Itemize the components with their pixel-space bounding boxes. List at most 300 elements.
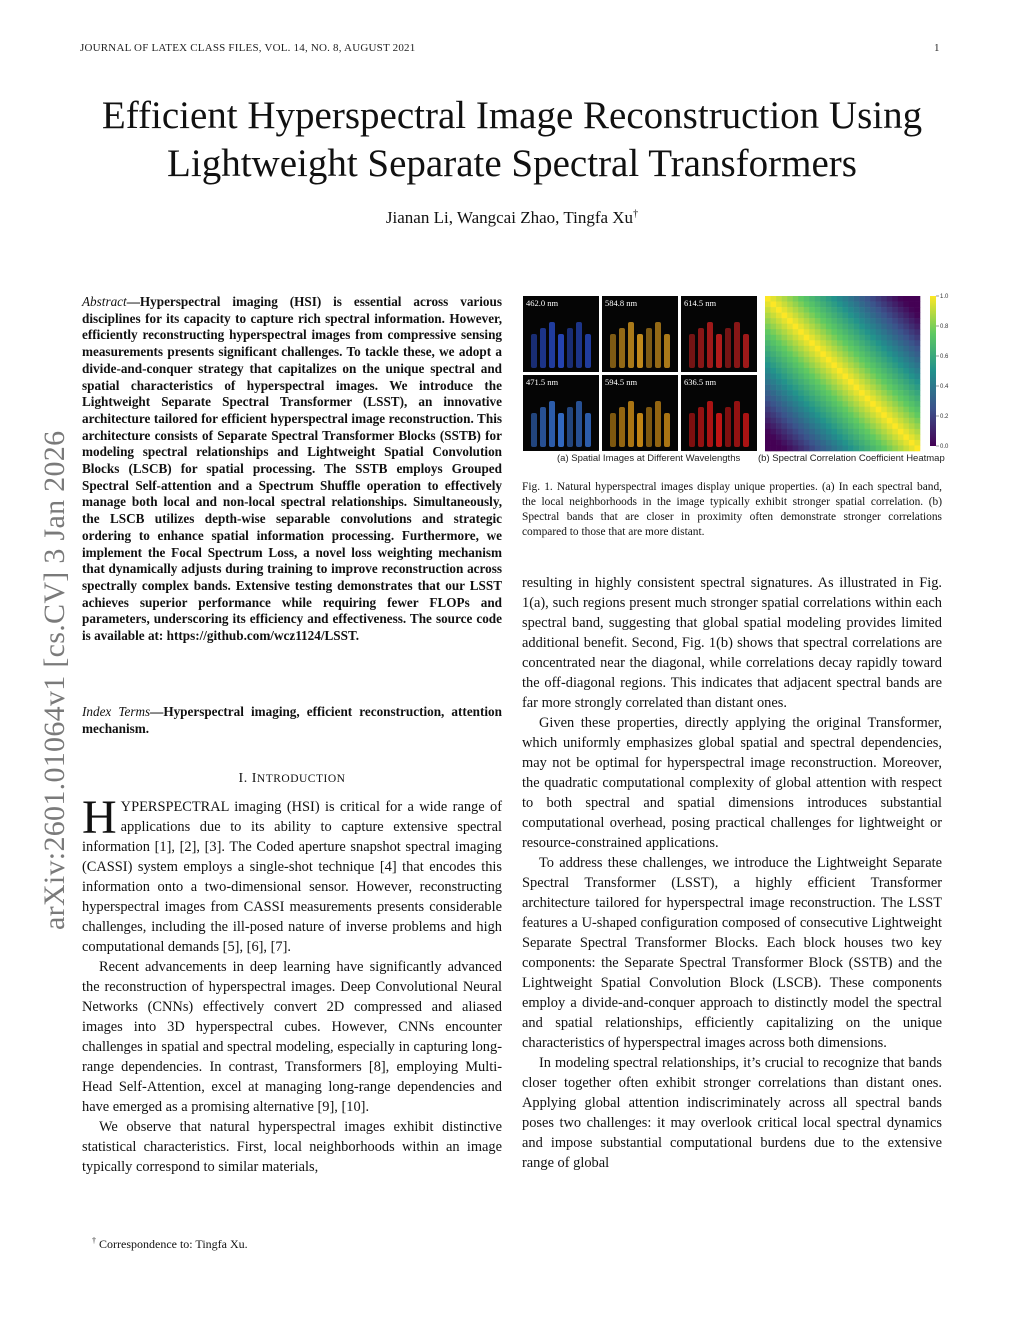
heatmap-cell	[843, 418, 849, 424]
heatmap-cell	[848, 418, 854, 424]
colorbar-tick-label: 0.4	[940, 384, 949, 390]
heatmap-cell	[909, 357, 915, 363]
heatmap-cell	[876, 401, 882, 407]
heatmap-cell	[892, 351, 898, 357]
heatmap-cell	[776, 401, 782, 407]
heatmap-cell	[815, 318, 821, 324]
heatmap-cell	[887, 307, 893, 313]
heatmap-cell	[887, 313, 893, 319]
heatmap-cell	[776, 445, 782, 451]
heatmap-cell	[854, 307, 860, 313]
heatmap-cell	[771, 385, 777, 391]
heatmap-cell	[809, 296, 815, 302]
heatmap-cell	[793, 362, 799, 368]
heatmap-cell	[826, 379, 832, 385]
heatmap-cell	[804, 318, 810, 324]
heatmap-cell	[793, 368, 799, 374]
heatmap-cell	[815, 302, 821, 308]
heatmap-cell	[798, 335, 804, 341]
heatmap-cell	[881, 335, 887, 341]
intro-paragraph-2: Recent advancements in deep learning have significantly advanced the reconstruction of hyperspectral images. Deep Convolutional Neural Networks (CNNs) effectively convert 2D compressed and aliased images into 3D hyperspectral cubes. However, CNNs encounter challenges in spatial and spectral modeling, especially in capturing long-range dependencies. In contrast, Transformers [8], employing Multi-Head Self-Attention, excel at managing long-range dependencies and have emerged as a promising alternative [9], [10].	[82, 959, 502, 1115]
heatmap-cell	[903, 423, 909, 429]
heatmap-cell	[793, 445, 799, 451]
heatmap-cell	[826, 407, 832, 413]
heatmap-cell	[831, 434, 837, 440]
heatmap-cell	[843, 396, 849, 402]
heatmap-cell	[843, 313, 849, 319]
heatmap-cell	[892, 385, 898, 391]
vial-shape	[558, 334, 564, 368]
footnote-text: Correspondence to: Tingfa Xu.	[96, 1237, 248, 1251]
vial-shape	[707, 322, 713, 368]
heatmap-cell	[798, 324, 804, 330]
heatmap-cell	[804, 335, 810, 341]
heatmap-cell	[787, 379, 793, 385]
heatmap-cell	[804, 418, 810, 424]
vial-shape	[743, 413, 749, 447]
heatmap-cell	[771, 324, 777, 330]
heatmap-cell	[820, 346, 826, 352]
heatmap-cell	[793, 390, 799, 396]
heatmap-cell	[765, 385, 771, 391]
heatmap-cell	[859, 346, 865, 352]
heatmap-cell	[798, 340, 804, 346]
heatmap-cell	[787, 407, 793, 413]
heatmap-cell	[798, 445, 804, 451]
heatmap-cell	[881, 340, 887, 346]
heatmap-cell	[826, 313, 832, 319]
heatmap-cell	[765, 368, 771, 374]
heatmap-cell	[848, 390, 854, 396]
heatmap-cell	[854, 357, 860, 363]
heatmap-cell	[765, 346, 771, 352]
heatmap-cell	[914, 412, 920, 418]
heatmap-cell	[793, 412, 799, 418]
heatmap-cell	[914, 374, 920, 380]
heatmap-cell	[826, 318, 832, 324]
heatmap-cell	[837, 368, 843, 374]
heatmap-cell	[787, 423, 793, 429]
heatmap-cell	[870, 407, 876, 413]
vial-shape	[628, 401, 634, 447]
heatmap-cell	[909, 440, 915, 446]
spectral-tile	[681, 375, 757, 451]
heatmap-cell	[859, 324, 865, 330]
intro-paragraph-1	[82, 791, 502, 957]
heatmap-cell	[843, 445, 849, 451]
heatmap-cell	[798, 368, 804, 374]
heatmap-cell	[865, 418, 871, 424]
heatmap-cell	[793, 346, 799, 352]
figure-caption: Fig. 1. Natural hyperspectral images display unique properties. (a) In each spectral band, the local neighborhoods in the image typically exhibit stronger spatial correlation. (b) Spectral bands that are closer in proximity often demonstrate stronger correlations compared to those that are more distant.	[522, 481, 942, 538]
right-paragraph-2: Given these properties, directly applying the original Transformer, which uniformly emphasizes global spatial and spectral dependencies, may not be optimal for hyperspectral image reconstruction. Moreover, the quadratic computational complexity of global attention with respect to both spectral and spatial dimensions introduces substantial computational overhead, posing practical challenges for lightweight or resource-constrained applications.	[522, 715, 942, 851]
heatmap-cell	[859, 296, 865, 302]
heatmap-cell	[903, 412, 909, 418]
heatmap-cell	[876, 445, 882, 451]
vial-shape	[567, 407, 573, 447]
heatmap-cell	[870, 302, 876, 308]
heatmap-cell	[820, 313, 826, 319]
heatmap-cell	[870, 429, 876, 435]
heatmap-cell	[859, 357, 865, 363]
heatmap-cell	[787, 302, 793, 308]
heatmap-cell	[782, 362, 788, 368]
heatmap-cell	[831, 307, 837, 313]
heatmap-cell	[870, 412, 876, 418]
heatmap-cell	[837, 429, 843, 435]
heatmap-cell	[820, 335, 826, 341]
heatmap-cell	[804, 296, 810, 302]
heatmap-cell	[765, 396, 771, 402]
heatmap-cell	[854, 379, 860, 385]
heatmap-cell	[782, 335, 788, 341]
heatmap-cell	[909, 379, 915, 385]
heatmap-cell	[909, 335, 915, 341]
heatmap-cell	[771, 379, 777, 385]
vial-shape	[540, 407, 546, 447]
vial-shape	[637, 413, 643, 447]
heatmap-cell	[876, 423, 882, 429]
heatmap-cell	[771, 368, 777, 374]
heatmap-cell	[782, 429, 788, 435]
heatmap-cell	[765, 329, 771, 335]
heatmap-cell	[843, 335, 849, 341]
heatmap-cell	[909, 401, 915, 407]
heatmap-cell	[881, 324, 887, 330]
heatmap-cell	[843, 407, 849, 413]
heatmap-cell	[831, 362, 837, 368]
heatmap-cell	[914, 434, 920, 440]
heatmap-cell	[765, 390, 771, 396]
heatmap-cell	[881, 412, 887, 418]
heatmap-cell	[865, 324, 871, 330]
heatmap-cell	[887, 318, 893, 324]
heatmap-cell	[892, 379, 898, 385]
heatmap-cell	[859, 440, 865, 446]
heatmap-cell	[854, 429, 860, 435]
heatmap-cell	[909, 302, 915, 308]
heatmap-cell	[909, 313, 915, 319]
heatmap-cell	[815, 340, 821, 346]
heatmap-cell	[826, 440, 832, 446]
heatmap-cell	[914, 357, 920, 363]
heatmap-cell	[787, 374, 793, 380]
heatmap-cell	[782, 396, 788, 402]
heatmap-cell	[771, 351, 777, 357]
heatmap-cell	[776, 390, 782, 396]
heatmap-cell	[798, 440, 804, 446]
heatmap-cell	[870, 418, 876, 424]
heatmap-cell	[914, 390, 920, 396]
heatmap-cell	[870, 313, 876, 319]
heatmap-cell	[815, 351, 821, 357]
heatmap-cell	[771, 307, 777, 313]
heatmap-cell	[782, 385, 788, 391]
heatmap-cell	[793, 434, 799, 440]
heatmap-cell	[892, 434, 898, 440]
heatmap-cell	[771, 396, 777, 402]
heatmap-cell	[859, 396, 865, 402]
heatmap-cell	[914, 379, 920, 385]
heatmap-cell	[876, 440, 882, 446]
heatmap-cell	[804, 346, 810, 352]
subcaption-a: (a) Spatial Images at Different Wavelengths	[557, 453, 741, 464]
heatmap-cell	[831, 357, 837, 363]
heatmap-cell	[903, 340, 909, 346]
heatmap-cell	[787, 396, 793, 402]
dropcap: H	[82, 791, 117, 844]
heatmap-cell	[820, 357, 826, 363]
heatmap-cell	[843, 302, 849, 308]
heatmap-cell	[854, 440, 860, 446]
heatmap-cell	[787, 307, 793, 313]
heatmap-cell	[771, 318, 777, 324]
heatmap-cell	[837, 346, 843, 352]
heatmap-cell	[848, 329, 854, 335]
heatmap-cell	[881, 423, 887, 429]
heatmap-cell	[898, 412, 904, 418]
heatmap-cell	[859, 318, 865, 324]
heatmap-cell	[809, 318, 815, 324]
heatmap-cell	[892, 302, 898, 308]
heatmap-cell	[831, 351, 837, 357]
heatmap-cell	[820, 385, 826, 391]
heatmap-cell	[914, 340, 920, 346]
heatmap-cell	[909, 324, 915, 330]
heatmap-cell	[887, 412, 893, 418]
heatmap-cell	[887, 385, 893, 391]
heatmap-cell	[876, 313, 882, 319]
heatmap-cell	[765, 379, 771, 385]
heatmap-cell	[881, 368, 887, 374]
heatmap-cell	[843, 390, 849, 396]
heatmap-cell	[887, 362, 893, 368]
heatmap-cell	[892, 423, 898, 429]
heatmap-cell	[793, 407, 799, 413]
heatmap-cell	[854, 374, 860, 380]
heatmap-cell	[843, 385, 849, 391]
heatmap-cell	[881, 346, 887, 352]
vial-shape	[734, 322, 740, 368]
heatmap-cell	[782, 418, 788, 424]
heatmap-cell	[887, 434, 893, 440]
heatmap-cell	[881, 396, 887, 402]
heatmap-cell	[881, 302, 887, 308]
heatmap-cell	[843, 357, 849, 363]
heatmap-cell	[826, 324, 832, 330]
heatmap-cell	[876, 307, 882, 313]
heatmap-cell	[798, 390, 804, 396]
heatmap-cell	[771, 374, 777, 380]
heatmap-cell	[898, 423, 904, 429]
heatmap-cell	[914, 396, 920, 402]
heatmap-cell	[771, 434, 777, 440]
heatmap-cell	[787, 445, 793, 451]
heatmap-cell	[765, 445, 771, 451]
heatmap-cell	[854, 340, 860, 346]
heatmap-cell	[809, 407, 815, 413]
heatmap-cell	[859, 368, 865, 374]
heatmap-cell	[776, 351, 782, 357]
heatmap-cell	[809, 302, 815, 308]
heatmap-cell	[914, 407, 920, 413]
heatmap-cell	[898, 368, 904, 374]
heatmap-cell	[876, 324, 882, 330]
heatmap-cell	[887, 418, 893, 424]
heatmap-cell	[804, 362, 810, 368]
heatmap-cell	[870, 346, 876, 352]
vial-shape	[531, 334, 537, 368]
heatmap-cell	[776, 434, 782, 440]
heatmap-cell	[909, 412, 915, 418]
heatmap-cell	[820, 423, 826, 429]
heatmap-cell	[787, 335, 793, 341]
heatmap-cell	[793, 351, 799, 357]
vial-shape	[540, 328, 546, 368]
heatmap-cell	[820, 324, 826, 330]
heatmap-cell	[765, 318, 771, 324]
heatmap-cell	[826, 351, 832, 357]
spectral-tile	[523, 375, 599, 451]
heatmap-cell	[870, 324, 876, 330]
heatmap-cell	[870, 445, 876, 451]
heatmap-cell	[798, 385, 804, 391]
heatmap-cell	[870, 396, 876, 402]
heatmap-cell	[793, 429, 799, 435]
heatmap-cell	[848, 385, 854, 391]
heatmap-cell	[848, 429, 854, 435]
heatmap-cell	[870, 379, 876, 385]
heatmap-cell	[876, 418, 882, 424]
heatmap-cell	[892, 368, 898, 374]
heatmap-cell	[831, 346, 837, 352]
heatmap-cell	[865, 362, 871, 368]
heatmap-cell	[782, 412, 788, 418]
heatmap-cell	[804, 374, 810, 380]
heatmap-cell	[776, 385, 782, 391]
heatmap-cell	[859, 329, 865, 335]
heatmap-cell	[798, 418, 804, 424]
heatmap-cell	[820, 418, 826, 424]
vial-shape	[689, 413, 695, 447]
heatmap-cell	[820, 445, 826, 451]
heatmap-cell	[881, 401, 887, 407]
heatmap-cell	[892, 340, 898, 346]
heatmap-cell	[859, 423, 865, 429]
heatmap-cell	[848, 368, 854, 374]
heatmap-cell	[820, 412, 826, 418]
heatmap-cell	[876, 385, 882, 391]
heatmap-cell	[765, 351, 771, 357]
heatmap-cell	[809, 434, 815, 440]
heatmap-cell	[898, 351, 904, 357]
heatmap-cell	[831, 390, 837, 396]
heatmap-cell	[892, 429, 898, 435]
heatmap-cell	[826, 362, 832, 368]
heatmap-cell	[848, 346, 854, 352]
heatmap-cell	[854, 351, 860, 357]
heatmap-cell	[776, 440, 782, 446]
heatmap-cell	[898, 302, 904, 308]
heatmap-cell	[776, 429, 782, 435]
heatmap-cell	[854, 296, 860, 302]
heatmap-cell	[843, 423, 849, 429]
right-column-body	[522, 573, 942, 1173]
heatmap-cell	[854, 434, 860, 440]
wavelength-label: 594.5 nm	[605, 377, 638, 387]
heatmap-cell	[809, 346, 815, 352]
heatmap-cell	[898, 346, 904, 352]
heatmap-cell	[787, 346, 793, 352]
heatmap-cell	[771, 412, 777, 418]
heatmap-cell	[914, 318, 920, 324]
heatmap-cell	[898, 357, 904, 363]
vial-shape	[619, 328, 625, 368]
heatmap-cell	[859, 362, 865, 368]
heatmap-cell	[909, 374, 915, 380]
heatmap-cell	[898, 318, 904, 324]
heatmap-cell	[804, 313, 810, 319]
heatmap-cell	[865, 401, 871, 407]
heatmap-cell	[898, 335, 904, 341]
heatmap-cell	[876, 429, 882, 435]
heatmap-cell	[876, 412, 882, 418]
heatmap-cell	[804, 379, 810, 385]
heatmap-cell	[837, 407, 843, 413]
subcaption-b: (b) Spectral Correlation Coefficient Heatmap	[758, 453, 945, 464]
heatmap-cell	[793, 340, 799, 346]
index-terms	[82, 704, 502, 737]
heatmap-cell	[909, 329, 915, 335]
heatmap-cell	[881, 379, 887, 385]
heatmap-cell	[859, 335, 865, 341]
heatmap-cell	[771, 335, 777, 341]
heatmap-cell	[843, 296, 849, 302]
heatmap-cell	[793, 385, 799, 391]
wavelength-label: 462.0 nm	[526, 298, 559, 308]
heatmap-cell	[859, 374, 865, 380]
heatmap-cell	[887, 335, 893, 341]
heatmap-cell	[804, 302, 810, 308]
heatmap-cell	[887, 379, 893, 385]
vial-shape	[637, 334, 643, 368]
heatmap-cell	[782, 445, 788, 451]
heatmap-cell	[782, 434, 788, 440]
heatmap-cell	[892, 396, 898, 402]
heatmap-cell	[909, 418, 915, 424]
heatmap-cell	[798, 346, 804, 352]
heatmap-cell	[898, 296, 904, 302]
heatmap-cell	[854, 362, 860, 368]
heatmap-cell	[831, 412, 837, 418]
heatmap-cell	[771, 407, 777, 413]
heatmap-cell	[909, 385, 915, 391]
heatmap-cell	[843, 379, 849, 385]
heatmap-cell	[854, 423, 860, 429]
heatmap-cell	[809, 429, 815, 435]
heatmap-cell	[787, 351, 793, 357]
heatmap-cell	[898, 445, 904, 451]
spectral-tile	[602, 375, 678, 451]
heatmap-cell	[903, 302, 909, 308]
heatmap-cell	[898, 440, 904, 446]
heatmap-cell	[843, 324, 849, 330]
heatmap-cell	[914, 429, 920, 435]
left-column-body	[82, 791, 502, 1177]
heatmap-cell	[787, 368, 793, 374]
heatmap-cell	[776, 307, 782, 313]
heatmap-cell	[765, 357, 771, 363]
